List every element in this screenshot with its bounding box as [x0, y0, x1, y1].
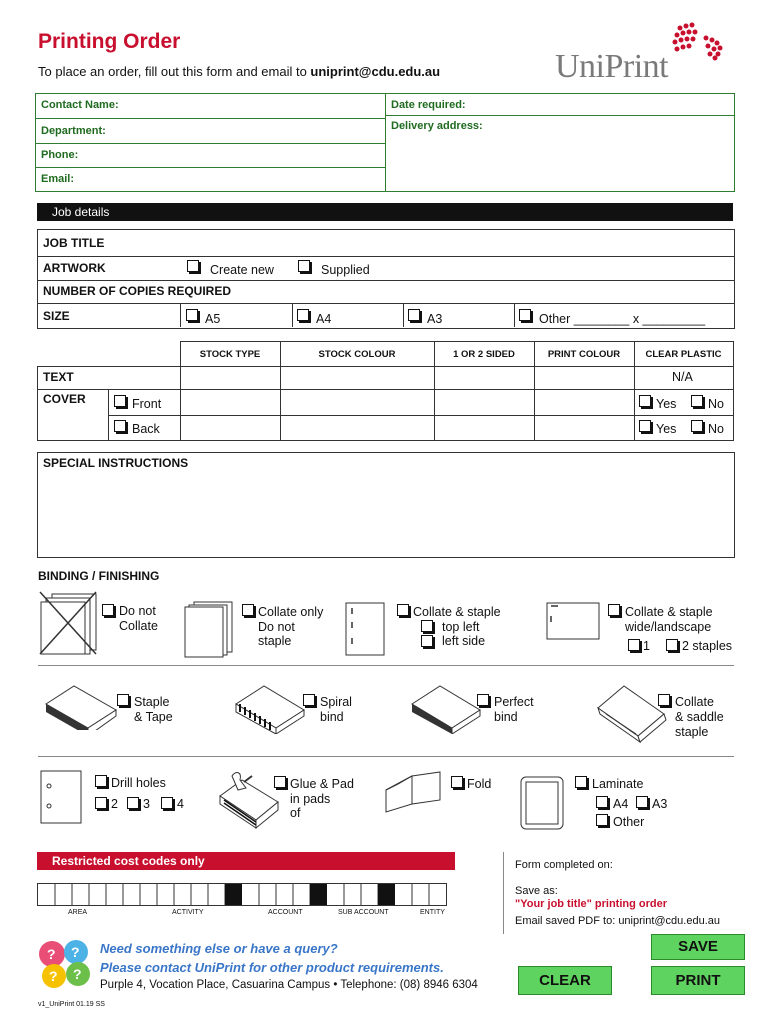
spiral-bind-icon [234, 684, 306, 734]
spiral-bind-label-2: bind [320, 710, 344, 724]
front-plastic-yes-label: Yes [656, 397, 677, 411]
cover-back-label: Back [132, 422, 160, 436]
size-a5-label: A5 [205, 312, 221, 326]
two-staples-label: 2 staples [682, 639, 733, 653]
drill-holes-label: Drill holes [111, 776, 166, 790]
cover-front-checkbox[interactable] [114, 395, 126, 407]
fold-checkbox[interactable] [451, 776, 463, 788]
cover-front-label: Front [132, 397, 162, 411]
header-clear-plastic: CLEAR PLASTIC [645, 349, 722, 360]
special-instructions-label: SPECIAL INSTRUCTIONS [43, 456, 189, 470]
staple-tape-label-1: Staple [134, 695, 170, 709]
cost-activity-label: ACTIVITY [172, 909, 204, 916]
glue-pad-checkbox[interactable] [274, 776, 286, 788]
header-sided: 1 OR 2 SIDED [453, 349, 515, 360]
copies-label: NUMBER OF COPIES REQUIRED [43, 284, 232, 298]
laminate-other-label: Other [613, 815, 645, 829]
supplied-label: Supplied [321, 263, 370, 277]
fold-icon [384, 770, 444, 814]
intro-text: To place an order, fill out this form and email to uniprint@cdu.edu.au [38, 64, 441, 79]
size-other-label: Other ________ x _________ [539, 312, 706, 326]
version-text: v1_UniPrint 01.19 SS [38, 1001, 105, 1008]
cost-sub-account-label: SUB ACCOUNT [338, 909, 389, 916]
footer-address: Purple 4, Vocation Place, Casuarina Campus • Telephone: (08) 8946 6304 [100, 979, 478, 991]
create-new-label: Create new [210, 263, 274, 277]
fold-label: Fold [467, 777, 492, 791]
cover-row-label: COVER [43, 392, 86, 406]
saddle-label-3: staple [675, 725, 709, 739]
front-plastic-no-checkbox[interactable] [691, 395, 703, 407]
collate-wide-label-1: Collate & staple [625, 605, 713, 619]
create-new-checkbox[interactable] [187, 260, 199, 272]
perfect-bind-icon [410, 684, 482, 734]
collate-staple-left-icon [345, 602, 387, 658]
laminate-a3-checkbox[interactable] [636, 796, 648, 808]
size-a5-checkbox[interactable] [186, 309, 198, 321]
left-side-label: left side [442, 634, 486, 648]
cost-area-label: AREA [68, 909, 88, 916]
svg-text:?: ? [49, 968, 58, 984]
laminate-a4-checkbox[interactable] [596, 796, 608, 808]
page-title: Printing Order [38, 30, 181, 53]
drill-holes-icon [40, 770, 84, 826]
department-label: Department: [41, 125, 106, 137]
delivery-address-label: Delivery address: [391, 120, 483, 132]
header-stock-type: STOCK TYPE [199, 349, 261, 360]
perfect-bind-checkbox[interactable] [477, 694, 489, 706]
uniprint-logo: UniPrint [555, 48, 669, 85]
email-label: Email: [41, 173, 75, 185]
back-plastic-yes-label: Yes [656, 422, 677, 436]
cost-entity-label: ENTITY [420, 909, 445, 916]
size-label: SIZE [43, 309, 70, 323]
collate-only-icon [184, 600, 236, 658]
save-button[interactable]: SAVE [651, 934, 745, 960]
save-as-hint: "Your job title" printing order [515, 898, 667, 910]
saddle-label-1: Collate [675, 695, 714, 709]
glue-pad-label-2: in pads [290, 792, 331, 806]
contact-name-label: Contact Name: [41, 99, 119, 111]
back-plastic-no-label: No [708, 422, 724, 436]
drill-holes-checkbox[interactable] [95, 775, 107, 787]
size-other-checkbox[interactable] [519, 309, 531, 321]
order-email: uniprint@cdu.edu.au [310, 64, 441, 79]
perfect-bind-label-2: bind [494, 710, 518, 724]
front-plastic-no-label: No [708, 397, 724, 411]
size-a3-label: A3 [427, 312, 443, 326]
do-not-collate-label-2: Collate [119, 619, 158, 633]
do-not-collate-icon [38, 590, 100, 656]
drill-3-checkbox[interactable] [127, 797, 139, 809]
query-text-1: Need something else or have a query? [100, 941, 338, 956]
left-side-checkbox[interactable] [421, 635, 433, 647]
header-print-colour: PRINT COLOUR [547, 349, 621, 360]
collate-staple-wide-icon [546, 602, 602, 642]
laminate-a4-label: A4 [613, 797, 629, 811]
drill-3-label: 3 [143, 797, 150, 811]
collate-only-label-1: Collate only [258, 605, 324, 619]
do-not-collate-label-1: Do not [119, 604, 156, 618]
front-plastic-yes-checkbox[interactable] [639, 395, 651, 407]
binding-heading: BINDING / FINISHING [38, 569, 160, 583]
glue-pad-label-1: Glue & Pad [290, 777, 354, 791]
top-left-label: top left [442, 620, 480, 634]
back-plastic-yes-checkbox[interactable] [639, 420, 651, 432]
question-bubbles-icon [36, 938, 94, 990]
do-not-collate-checkbox[interactable] [102, 604, 114, 616]
saddle-label-2: & saddle [675, 710, 724, 724]
svg-text:?: ? [47, 946, 56, 962]
top-left-checkbox[interactable] [421, 620, 433, 632]
collate-staple-label: Collate & staple [413, 605, 501, 619]
collate-staple-wide-checkbox[interactable] [608, 604, 620, 616]
collate-only-label-3: staple [258, 634, 292, 648]
job-details-bar: Job details [37, 203, 733, 221]
glue-pad-label-3: of [290, 806, 301, 820]
form-completed-label: Form completed on: [515, 859, 613, 871]
one-staple-checkbox[interactable] [628, 639, 640, 651]
drill-4-label: 4 [177, 797, 184, 811]
drill-4-checkbox[interactable] [161, 797, 173, 809]
cost-code-cells [38, 884, 446, 905]
cost-account-label: ACCOUNT [268, 909, 303, 916]
laminate-a3-label: A3 [652, 797, 668, 811]
collate-only-label-2: Do not [258, 620, 295, 634]
collate-staple-checkbox[interactable] [397, 604, 409, 616]
staple-tape-label-2: & Tape [134, 710, 173, 724]
one-staple-label: 1 [643, 639, 650, 653]
date-required-label: Date required: [391, 99, 466, 111]
two-staples-checkbox[interactable] [666, 639, 678, 651]
cost-code-field[interactable] [37, 883, 447, 906]
drill-2-checkbox[interactable] [95, 797, 107, 809]
uniprint-logo-mark-icon [660, 18, 740, 68]
spiral-bind-checkbox[interactable] [303, 694, 315, 706]
staple-tape-checkbox[interactable] [117, 694, 129, 706]
svg-text:?: ? [73, 966, 82, 982]
cover-back-checkbox[interactable] [114, 420, 126, 432]
collate-only-checkbox[interactable] [242, 604, 254, 616]
spiral-bind-label-1: Spiral [320, 695, 352, 709]
laminate-other-checkbox[interactable] [596, 814, 608, 826]
laminate-icon [520, 776, 566, 832]
size-a4-label: A4 [316, 312, 332, 326]
text-clear-plastic-na: N/A [672, 370, 693, 384]
perfect-bind-label-1: Perfect [494, 695, 534, 709]
clear-button[interactable]: CLEAR [518, 966, 612, 995]
phone-label: Phone: [41, 149, 79, 161]
query-text-2: Please contact UniPrint for other product requirements. [100, 960, 444, 975]
email-pdf-text: Email saved PDF to: uniprint@cdu.edu.au [515, 915, 720, 927]
saddle-staple-icon [596, 684, 668, 744]
svg-text:?: ? [71, 944, 80, 960]
job-title-label: JOB TITLE [43, 236, 105, 250]
laminate-label: Laminate [592, 777, 644, 791]
glue-pad-icon [216, 768, 280, 830]
save-as-label: Save as: [515, 885, 558, 897]
header-stock-colour: STOCK COLOUR [318, 349, 396, 360]
supplied-checkbox[interactable] [298, 260, 310, 272]
collate-wide-label-2: wide/landscape [625, 620, 712, 634]
saddle-staple-checkbox[interactable] [658, 694, 670, 706]
artwork-label: ARTWORK [43, 261, 106, 275]
text-row-label: TEXT [43, 370, 74, 384]
cost-codes-bar: Restricted cost codes only [37, 852, 455, 870]
staple-tape-icon [44, 684, 118, 730]
size-a4-checkbox[interactable] [297, 309, 309, 321]
back-plastic-no-checkbox[interactable] [691, 420, 703, 432]
size-a3-checkbox[interactable] [408, 309, 420, 321]
drill-2-label: 2 [111, 797, 118, 811]
print-button[interactable]: PRINT [651, 966, 745, 995]
laminate-checkbox[interactable] [575, 776, 587, 788]
